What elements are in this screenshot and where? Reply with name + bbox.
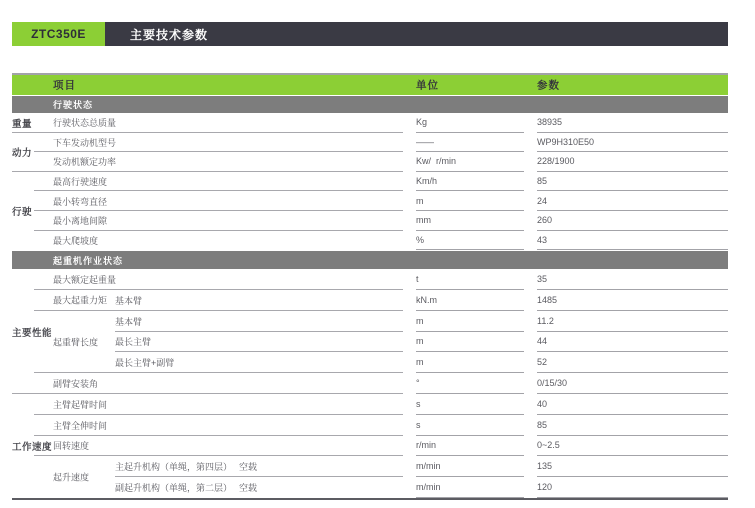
item-cell xyxy=(53,113,403,133)
item-label: 最小离地间隙 xyxy=(53,216,108,227)
item-cell xyxy=(53,352,403,373)
category-label: 重量 xyxy=(12,118,33,130)
mid-item-label: 起重臂长度 xyxy=(53,337,99,348)
item-label: 发动机额定功率 xyxy=(53,157,117,168)
unit-cell: mm xyxy=(416,211,524,231)
row-group xyxy=(12,133,728,172)
value-cell: 40 xyxy=(537,394,728,415)
value-cell: 24 xyxy=(537,191,728,211)
column-header-value: 参数 xyxy=(537,79,560,92)
row-group xyxy=(12,172,728,250)
item-cell xyxy=(53,211,403,231)
section-bar xyxy=(12,251,728,269)
item-label: 主臂起臂时间 xyxy=(53,399,108,410)
sub-item-label: 基本臂 xyxy=(115,316,143,327)
unit-cell: r/min xyxy=(416,436,524,457)
item-cell xyxy=(53,311,403,332)
table-header-row xyxy=(12,73,728,95)
category-label: 动力 xyxy=(12,148,33,160)
table-row xyxy=(53,456,728,477)
table-row xyxy=(53,436,728,457)
item-label: 最大爬坡度 xyxy=(53,235,99,246)
unit-cell: Kg xyxy=(416,113,524,133)
item-label: 下车发动机型号 xyxy=(53,137,117,148)
group-rows xyxy=(53,394,728,498)
item-cell xyxy=(53,436,403,457)
unit-cell: m xyxy=(416,332,524,353)
table-section xyxy=(12,96,728,250)
item-label: 最小转弯直径 xyxy=(53,196,108,207)
sub-item-label: 基本臂 xyxy=(115,295,143,306)
table-section xyxy=(12,251,728,498)
value-cell: 52 xyxy=(537,352,728,373)
table-row xyxy=(53,172,728,192)
item-cell xyxy=(53,415,403,436)
mid-item-label: 起升速度 xyxy=(53,472,90,483)
table-row xyxy=(53,133,728,153)
value-cell: 120 xyxy=(537,477,728,498)
item-cell xyxy=(53,191,403,211)
page-title: 主要技术参数 xyxy=(105,22,728,46)
table-row xyxy=(53,113,728,133)
section-label: 起重机作业状态 xyxy=(53,255,124,266)
unit-cell: m/min xyxy=(416,477,524,498)
value-cell: 135 xyxy=(537,456,728,477)
sub-item-label: 主起升机构（单绳，第四层） 空载 xyxy=(115,462,258,473)
column-header-item: 项目 xyxy=(53,79,76,92)
value-cell: 0/15/30 xyxy=(537,373,728,394)
table-row xyxy=(53,290,728,311)
value-cell: 260 xyxy=(537,211,728,231)
value-cell: 85 xyxy=(537,172,728,192)
value-cell: 228/1900 xyxy=(537,152,728,172)
table-row xyxy=(53,191,728,211)
item-label: 行驶状态总质量 xyxy=(53,118,117,129)
table-row xyxy=(53,231,728,251)
category-label: 主要性能 xyxy=(12,327,53,339)
unit-cell: m xyxy=(416,352,524,373)
value-cell: 44 xyxy=(537,332,728,353)
table-row xyxy=(53,477,728,498)
value-cell: 1485 xyxy=(537,290,728,311)
value-cell: 43 xyxy=(537,231,728,251)
item-cell xyxy=(53,394,403,415)
model-badge: ZTC350E xyxy=(12,22,105,46)
column-header-unit: 单位 xyxy=(416,79,439,92)
category-label: 行驶 xyxy=(12,206,33,218)
value-cell: 11.2 xyxy=(537,311,728,332)
unit-cell: t xyxy=(416,269,524,290)
group-rows xyxy=(53,133,728,172)
unit-cell: kN.m xyxy=(416,290,524,311)
item-cell xyxy=(53,477,403,498)
table-row xyxy=(53,373,728,394)
unit-cell: s xyxy=(416,415,524,436)
item-cell xyxy=(53,133,403,153)
value-cell: 38935 xyxy=(537,113,728,133)
table-row xyxy=(53,152,728,172)
item-cell xyxy=(53,373,403,394)
unit-cell: Km/h xyxy=(416,172,524,192)
unit-cell: % xyxy=(416,231,524,251)
value-cell: WP9H310E50 xyxy=(537,133,728,153)
mid-item-label: 最大起重力矩 xyxy=(53,295,108,306)
sub-item-label: 最长主臂+副臂 xyxy=(115,358,175,369)
item-cell xyxy=(53,456,403,477)
row-group xyxy=(12,113,728,133)
item-cell xyxy=(53,332,403,353)
page-header-bar xyxy=(12,22,728,46)
value-cell: 85 xyxy=(537,415,728,436)
table-row xyxy=(53,394,728,415)
unit-cell: m/min xyxy=(416,456,524,477)
item-label: 回转速度 xyxy=(53,441,90,452)
item-cell xyxy=(53,172,403,192)
section-label: 行驶状态 xyxy=(53,100,94,110)
sub-item-label: 副起升机构（单绳，第二层） 空载 xyxy=(115,483,258,494)
item-label: 主臂全伸时间 xyxy=(53,420,108,431)
item-label: 最高行驶速度 xyxy=(53,177,108,188)
value-cell: 0~2.5 xyxy=(537,436,728,457)
item-cell xyxy=(53,152,403,172)
table-body xyxy=(12,96,728,498)
row-group xyxy=(12,394,728,498)
unit-cell: m xyxy=(416,191,524,211)
group-rows xyxy=(53,113,728,133)
table-row xyxy=(53,269,728,290)
unit-cell: —— xyxy=(416,133,524,153)
group-rows xyxy=(53,172,728,250)
section-bar xyxy=(12,96,728,113)
spec-table xyxy=(12,73,728,500)
unit-cell: ° xyxy=(416,373,524,394)
item-label: 最大额定起重量 xyxy=(53,275,117,286)
item-cell xyxy=(53,269,403,290)
group-rows xyxy=(53,269,728,394)
item-cell xyxy=(53,231,403,251)
unit-cell: m xyxy=(416,311,524,332)
item-label: 副臂安装角 xyxy=(53,379,99,390)
unit-cell: s xyxy=(416,394,524,415)
table-row xyxy=(53,332,728,353)
sub-item-label: 最长主臂 xyxy=(115,337,152,348)
table-row xyxy=(53,311,728,332)
table-row xyxy=(53,211,728,231)
table-row xyxy=(53,415,728,436)
row-group xyxy=(12,269,728,394)
category-label: 工作速度 xyxy=(12,441,53,453)
value-cell: 35 xyxy=(537,269,728,290)
unit-cell: Kw/ r/min xyxy=(416,152,524,172)
table-row xyxy=(53,352,728,373)
